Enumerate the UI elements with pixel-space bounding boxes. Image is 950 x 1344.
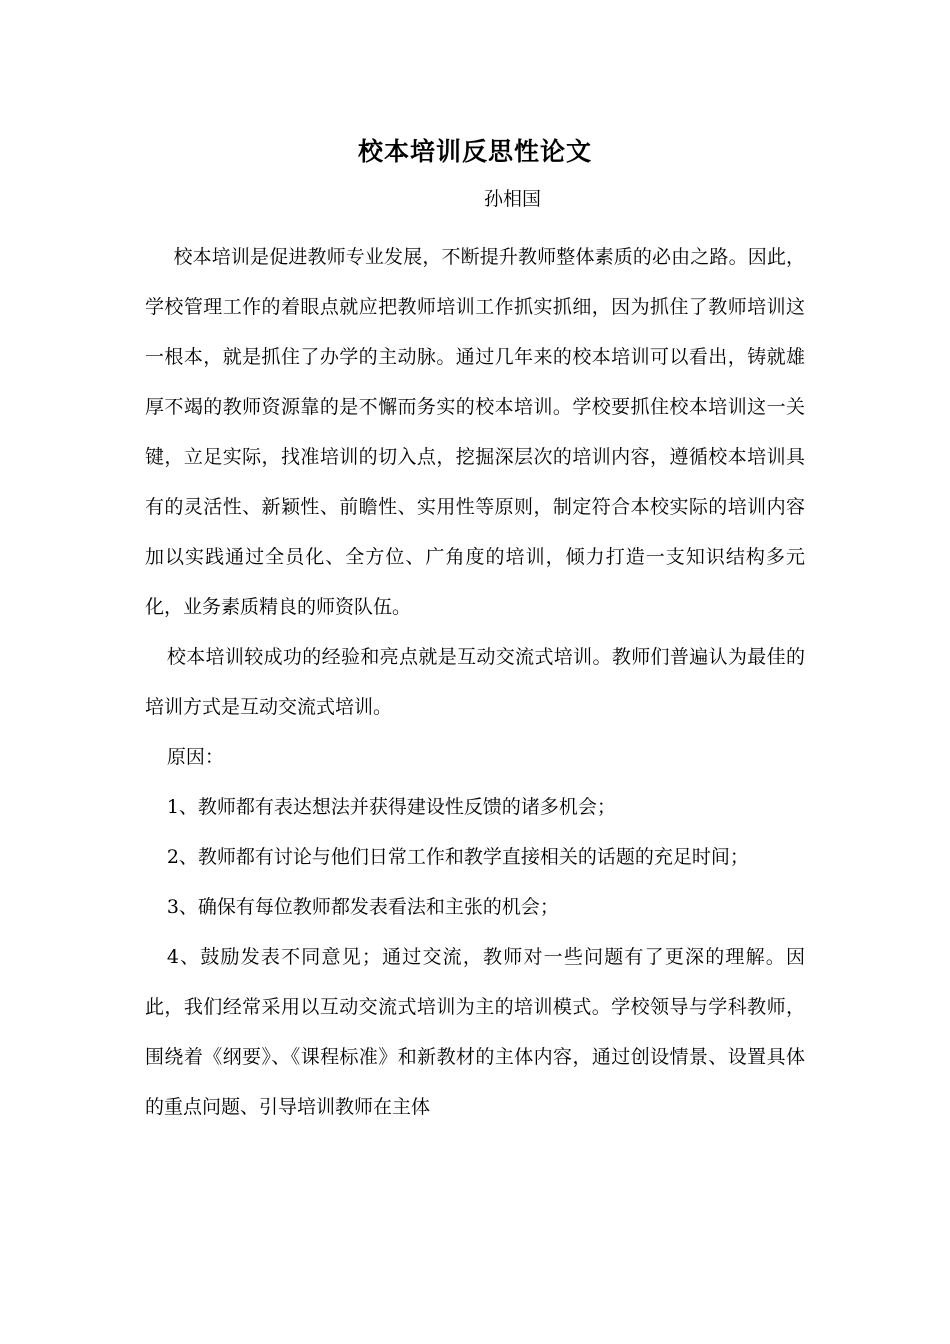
paragraph-reason-1: 1、教师都有表达想法并获得建设性反馈的诸多机会； — [166, 796, 616, 818]
paragraph-reason-2: 2、教师都有讨论与他们日常工作和教学直接相关的话题的充足时间； — [166, 846, 749, 868]
document-author: 孙相国 — [483, 188, 541, 210]
paragraph-reasons-heading: 原因： — [166, 746, 224, 768]
document-title: 校本培训反思性论文 — [357, 137, 592, 166]
paragraph-reason-4: 4、鼓励发表不同意见；通过交流，教师对一些问题有了更深的理解。因此，我们经常采用以互动交流式培训为主的培训模式。学校领导与学科教师，围绕着《纲要》、《课程标准》和新教材的主体内容，通过创设情景、设置具体的重点问题、引导培训教师在主体 — [145, 946, 805, 1118]
paragraph-experience: 校本培训较成功的经验和亮点就是互动交流式培训。教师们普遍认为最佳的培训方式是互动交流式培训。 — [145, 646, 805, 718]
paragraph-intro: 校本培训是促进教师专业发展，不断提升教师整体素质的必由之路。因此，学校管理工作的着眼点就应把教师培训工作抓实抓细，因为抓住了教师培训这一根本，就是抓住了办学的主动脉。通过几年来的校本培训可以看出，铸就雄厚不竭的教师资源靠的是不懈而务实的校本培训。学校要抓住校本培训这一关键，立足实际，找准培训的切入点，挖掘深层次的培训内容，遵循校本培训具有的灵活性、新颖性、前瞻性、实用性等原则，制定符合本校实际的培训内容加以实践通过全员化、全方位、广角度的培训，倾力打造一支知识结构多元化，业务素质精良的师资队伍。 — [145, 246, 805, 618]
paragraph-reason-3: 3、确保有每位教师都发表看法和主张的机会； — [166, 896, 559, 918]
document-body — [145, 232, 805, 1132]
